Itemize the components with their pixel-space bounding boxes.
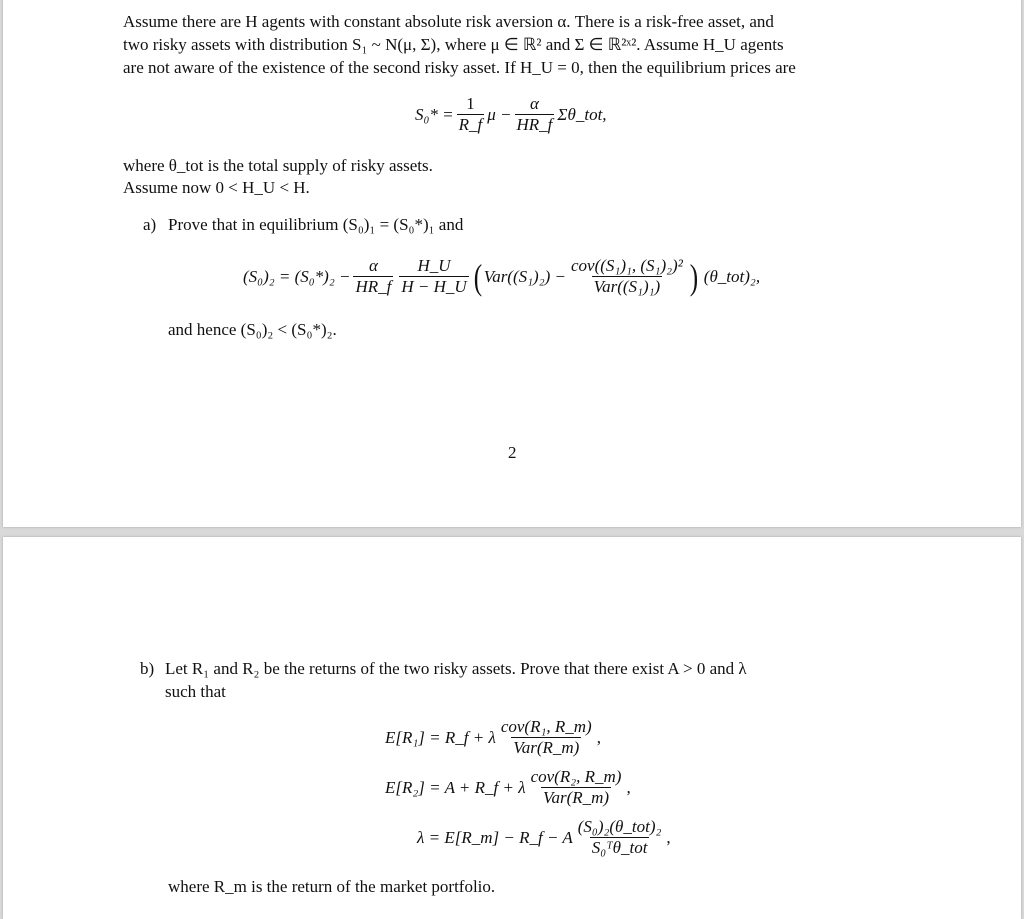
eq1-fraction-2 [515,94,555,135]
part-b-line-2: such that [165,682,226,701]
part-b-label: b) [140,659,155,678]
eqa-fraction-1 [353,256,393,297]
eq1-frac2-num: α [529,94,539,113]
eqa-f3-den: Var((S₁)₁) [593,277,661,296]
eqa-f3-num: cov((S₁)₁, (S₁)₂)² [571,256,683,275]
equation-b-2 [385,767,631,808]
where-theta-line: where θ_tot is the total supply of risky assets. [123,156,433,175]
eqb3-fraction [576,817,664,858]
equation-b-3 [417,817,671,858]
eq1-tail: Σθ_tot, [557,104,607,124]
eqa-fraction-2 [399,256,468,297]
page-2 [3,537,1021,919]
eq1-lhs: S₀* = [415,104,454,124]
eqb3-num: (S₀)₂(θ_tot)₂ [577,817,662,836]
eqa-lhs: (S₀)₂ = (S₀*)₂ − [243,266,351,286]
eq1-frac1-den: R_f [458,115,483,134]
intro-line-3: are not aware of the existence of the second risky asset. If H_U = 0, then the equilibrium prices are [123,58,796,77]
eqb1-den: Var(R_m) [513,738,580,757]
eqa-f2-den: H − H_U [401,277,467,296]
eqb3-tail: , [666,827,671,847]
eqb2-num: cov(R₂, R_m) [530,767,622,786]
eqb3-den: S₀ᵀθ_tot [591,838,648,857]
part-b-where-line: where R_m is the return of the market portfolio. [168,877,496,896]
eqb2-den: Var(R_m) [542,788,610,807]
eqa-f1-den: HR_f [355,277,392,296]
eq1-fraction-1 [457,94,485,135]
eqa-var-term: Var((S₁)₂) − [483,266,566,286]
eqa-f2-num: H_U [417,256,451,275]
part-a-text: Prove that in equilibrium (S₀)₁ = (S₀*)₁ and [168,215,464,234]
eqa-close-paren: ) [689,256,698,297]
eqa-tail: (θ_tot)₂, [703,266,761,286]
eq1-mid: μ − [487,104,512,124]
intro-line-1: Assume there are H agents with constant absolute risk aversion α. There is a risk-free asset, and [123,12,774,31]
equation-part-a [243,256,760,297]
eqa-fraction-3 [569,256,685,297]
eqa-open-paren: ( [473,256,482,297]
eqb3-lhs: λ = E[R_m] − R_f − A [417,827,573,847]
part-a-conclusion: and hence (S₀)₂ < (S₀*)₂. [168,320,337,339]
page-1 [3,0,1021,527]
part-a-label: a) [143,215,157,234]
part-b-line-1: Let R₁ and R₂ be the returns of the two risky assets. Prove that there exist A > 0 and λ [165,659,747,678]
eqb2-tail: , [626,777,631,797]
eqb1-tail: , [596,727,601,747]
eq1-frac1-num: 1 [466,94,475,113]
eqb1-lhs: E[R₁] = R_f + λ [385,727,496,747]
page-number: 2 [508,443,517,462]
assume-line: Assume now 0 < H_U < H. [123,178,310,197]
eqb1-fraction [499,717,594,758]
eqb2-lhs: E[R₂] = A + R_f + λ [385,777,526,797]
eqa-f1-num: α [368,256,378,275]
equation-s0-star [415,94,607,135]
equation-b-1 [385,717,601,758]
intro-line-2: two risky assets with distribution S₁ ~ N(μ, Σ), where μ ∈ ℝ² and Σ ∈ ℝ²ˣ². Assume H_U agents [123,35,784,54]
eq1-frac2-den: HR_f [516,115,553,134]
eqb1-num: cov(R₁, R_m) [500,717,592,736]
eqb2-fraction [529,767,624,808]
